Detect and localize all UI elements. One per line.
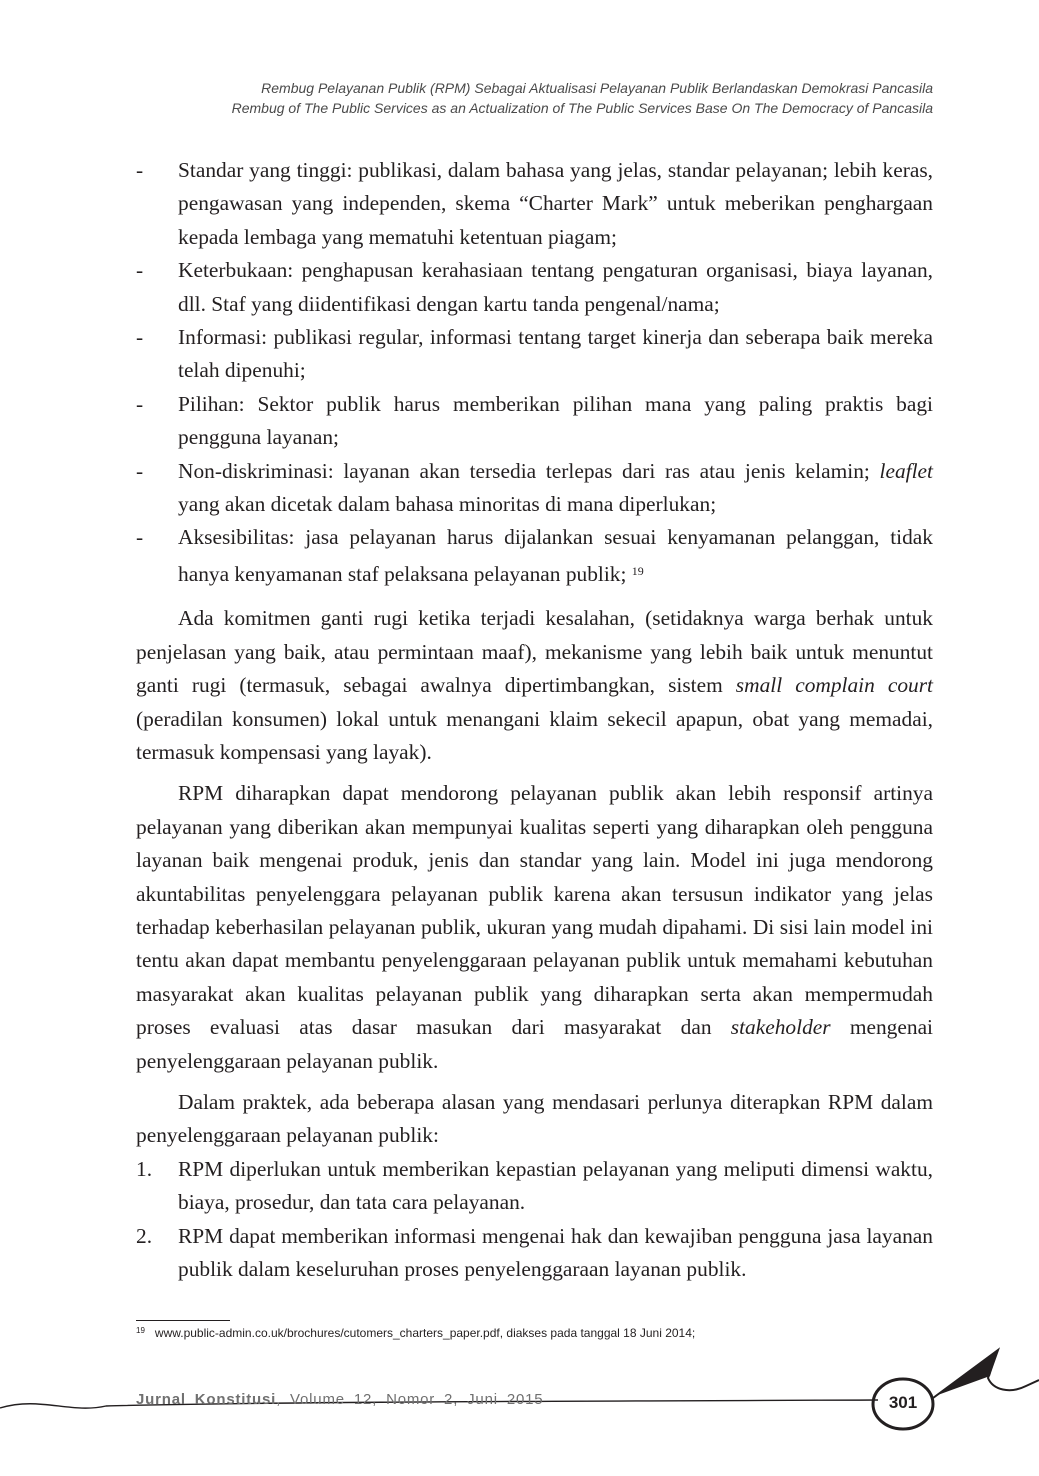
page-number: 301 xyxy=(888,1393,918,1412)
list-item xyxy=(136,455,933,522)
running-header-indonesian: Rembug Pelayanan Publik (RPM) Sebagai Aktualisasi Pelayanan Publik Berlandaskan Demokrasi Pancasila xyxy=(261,80,933,96)
bullet-marker: - xyxy=(136,525,144,550)
list-item-text: Aksesibilitas: jasa pelayanan harus dijalankan sesuai kenyamanan pelanggan, tidak hanya kenyamanan staf pelaksana pelayanan publik; xyxy=(178,525,933,586)
paragraph xyxy=(136,777,933,1078)
list-item-text: Non-diskriminasi: layanan akan tersedia terlepas dari ras atau jenis kelamin; xyxy=(178,458,880,483)
list-item xyxy=(136,1220,933,1287)
italic-term: stakeholder xyxy=(730,1015,831,1040)
paragraph-text: RPM diharapkan dapat mendorong pelayanan publik akan lebih responsif artinya pelayanan yang diberikan akan mempunyai kualitas seperti yang diharapkan oleh pengguna layanan baik mengenai produk, jenis dan standar yang lain. Model ini juga mendorong akuntabilitas penyelenggara pelayanan publik karena akan tersusun indikator yang jelas terhadap keberhasilan pelayanan publik, ukuran yang mudah dipahami. Di sisi lain model ini tentu akan dapat membantu penyelenggaraan pelayanan publik untuk memahami kebutuhan masyarakat akan kualitas pelayanan publik yang diharapkan serta akan mempermudah proses evaluasi atas dasar masukan dari masyarakat dan xyxy=(136,781,933,1040)
bullet-marker: - xyxy=(136,258,144,283)
bullet-marker: - xyxy=(136,391,144,416)
bullet-marker: - xyxy=(136,325,144,350)
paragraph: Dalam praktek, ada beberapa alasan yang mendasari perlunya diterapkan RPM dalam penyelenggaraan pelayanan publik: xyxy=(136,1089,933,1148)
list-item-text: Standar yang tinggi: publikasi, dalam bahasa yang jelas, standar pelayanan; lebih keras, pengawasan yang independen, skema “Charter Mark” untuk meberikan penghargaan kepada lembaga yang mematuhi ketentuan piagam; xyxy=(178,158,933,249)
bullet-list xyxy=(136,154,933,591)
journal-citation xyxy=(136,1391,543,1408)
list-item-text: Informasi: publikasi regular, informasi tentang target kinerja dan seberapa baik mereka telah dipenuhi; xyxy=(178,325,933,383)
list-item-text: yang akan dicetak dalam bahasa minoritas di mana diperlukan; xyxy=(178,492,717,517)
footnote-number: 19 xyxy=(136,1326,145,1335)
list-item-text: RPM diperlukan untuk memberikan kepastian pelayanan yang meliputi dimensi waktu, biaya, prosedur, dan tata cara pelayanan. xyxy=(178,1156,933,1215)
running-header xyxy=(232,78,933,118)
italic-term: leaflet xyxy=(879,458,933,483)
footnote-text[interactable]: www.public-admin.co.uk/brochures/cutomers_charters_paper.pdf, diakses pada tanggal 18 Juni 2014; xyxy=(154,1326,696,1340)
bullet-marker: - xyxy=(136,158,144,182)
running-header-english: Rembug of The Public Services as an Actualization of The Public Services Base On The Democracy of Pancasila xyxy=(231,100,933,116)
paragraph-text: mengenai penyelenggaraan pelayanan publik. xyxy=(136,1015,934,1073)
bullet-marker: - xyxy=(136,458,144,483)
list-item xyxy=(136,521,933,591)
italic-term: small complain court xyxy=(735,673,934,698)
article-body xyxy=(136,154,933,1286)
journal-name: Jurnal Konstitusi xyxy=(136,1391,277,1408)
list-item xyxy=(136,154,933,254)
list-item xyxy=(136,388,933,455)
list-item-text: Keterbukaan: penghapusan kerahasiaan tentang pengaturan organisasi, biaya layanan, dll. Staf yang diidentifikasi dengan kartu tanda pengenal/nama; xyxy=(178,258,933,316)
number-marker: 1. xyxy=(136,1156,153,1181)
paragraph xyxy=(136,602,933,769)
footnote-reference[interactable]: 19 xyxy=(631,563,644,578)
list-item-text: RPM dapat memberikan informasi mengenai hak dan kewajiban pengguna jasa layanan publik dalam keseluruhan proses penyelenggaraan layanan publik. xyxy=(178,1223,933,1281)
footnote-divider xyxy=(136,1320,230,1321)
list-item-text: Pilihan: Sektor publik harus memberikan pilihan mana yang paling praktis bagi pengguna layanan; xyxy=(178,391,933,450)
journal-issue: , Volume 12, Nomor 2, Juni 2015 xyxy=(276,1391,544,1408)
footnote xyxy=(136,1326,695,1340)
number-marker: 2. xyxy=(136,1223,153,1248)
paragraph-text: Ada komitmen ganti rugi ketika terjadi kesalahan, (setidaknya warga berhak untuk penjelasan yang baik, atau permintaan maaf), mekanisme yang lebih baik untuk menuntut ganti rugi (termasuk, sebagai awalnya dipertimbangkan, sistem xyxy=(136,606,933,698)
list-item xyxy=(136,254,933,321)
list-item xyxy=(136,321,933,388)
numbered-list xyxy=(136,1153,933,1287)
paragraph-text: (peradilan konsumen) lokal untuk menangani klaim sekecil apapun, obat yang memadai, termasuk kompensasi yang layak). xyxy=(136,706,933,764)
list-item xyxy=(136,1153,933,1220)
